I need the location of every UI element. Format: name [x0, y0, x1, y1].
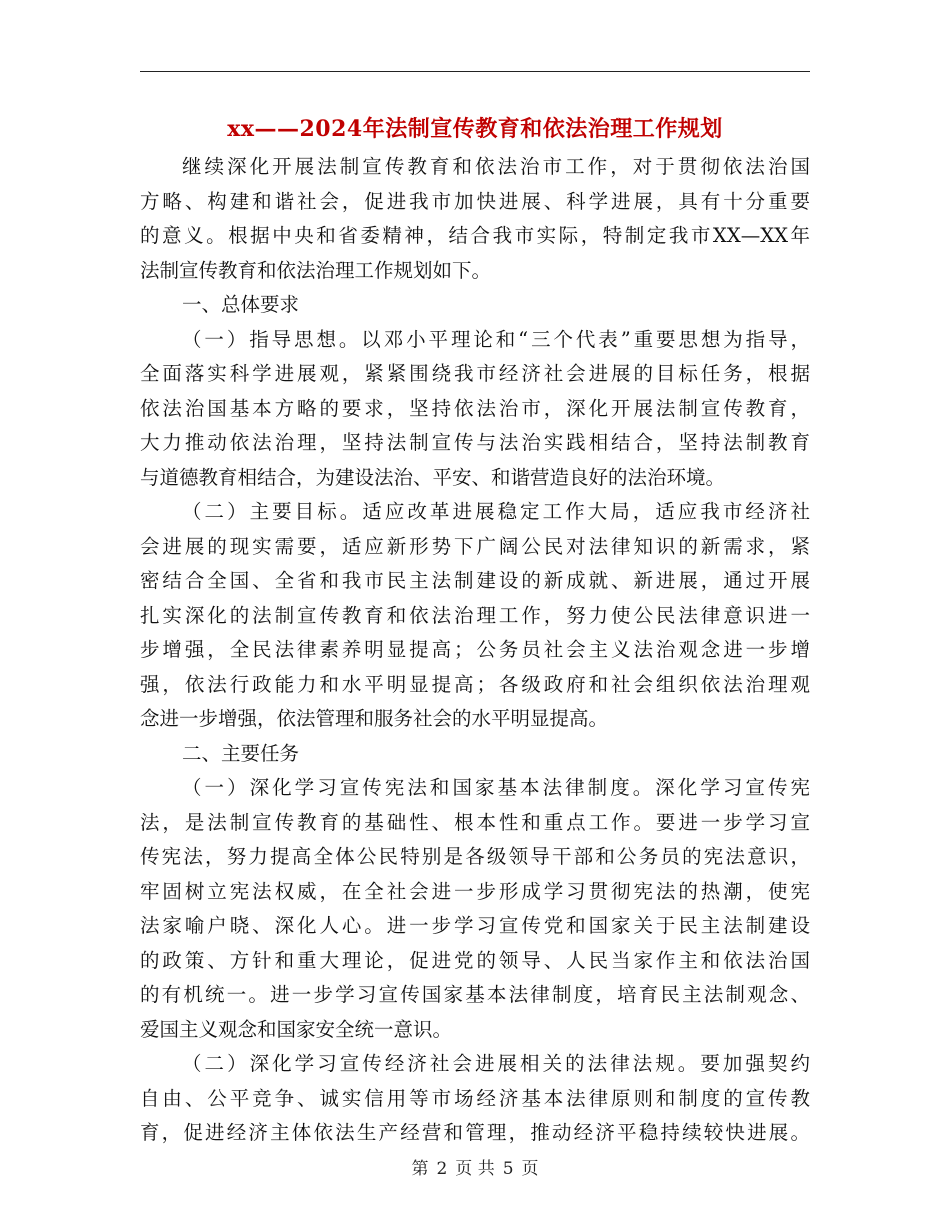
text-line: 继续深化开展法制宣传教育和依法治市工作，对于贯彻依法治国 — [182, 155, 810, 178]
text-line: 育，促进经济主体依法生产经营和管理，推动经济平稳持续较快进展。 — [140, 1121, 810, 1144]
text-line: （二）主要目标。适应改革进展稳定工作大局，适应我市经济社 — [182, 500, 810, 523]
text-line: （二）深化学习宣传经济社会进展相关的法律法规。要加强契约 — [182, 1052, 810, 1075]
footer-total-pages: 5 — [502, 1159, 514, 1179]
text-line: 爱国主义观念和国家安全统一意识。 — [140, 1017, 453, 1041]
text-line: 的有机统一。进一步学习宣传国家基本法律制度，培育民主法制观念、 — [140, 983, 810, 1006]
text-line: 自由、公平竞争、诚实信用等市场经济基本法律原则和制度的宣传教 — [140, 1086, 810, 1110]
text-line: 步增强，全民法律素养明显提高；公务员社会主义法治观念进一步增 — [140, 638, 810, 661]
text-line: 的政策、方针和重大理论，促进党的领导、人民当家作主和依法治国 — [140, 948, 810, 972]
document-body — [140, 150, 810, 1151]
text-line: 牢固树立宪法权威，在全社会进一步形成学习贯彻宪法的热潮，使宪 — [140, 879, 810, 903]
text-line: 法制宣传教育和依法治理工作规划如下。 — [140, 258, 492, 282]
footer-page-number: 2 — [436, 1159, 448, 1179]
text-line: 的意义。根据中央和省委精神，结合我市实际，特制定我市XX—XX年 — [140, 224, 810, 247]
text-line: 密结合全国、全省和我市民主法制建设的新成就、新进展，通过开展 — [140, 569, 810, 592]
section-heading: 二、主要任务 — [182, 741, 300, 765]
text-line: 扎实深化的法制宣传教育和依法治理工作，努力使公民法律意识进一 — [140, 603, 810, 627]
footer-middle: 页 共 — [455, 1159, 495, 1179]
text-line: 全面落实科学进展观，紧紧围绕我市经济社会进展的目标任务，根据 — [140, 362, 810, 385]
text-line: 传宪法，努力提高全体公民特别是各级领导干部和公务员的宪法意识， — [140, 845, 810, 868]
document-title: xx——2024年法制宣传教育和依法治理工作规划 — [227, 116, 723, 142]
header-rule — [140, 71, 810, 72]
text-line: 念进一步增强，依法管理和服务社会的水平明显提高。 — [140, 707, 609, 730]
text-line: 依法治国基本方略的要求，坚持依法治市，深化开展法制宣传教育， — [140, 396, 810, 420]
text-line: （一）深化学习宣传宪法和国家基本法律制度。深化学习宣传宪 — [182, 776, 810, 799]
footer-prefix: 第 — [411, 1159, 429, 1179]
text-line: （一）指导思想。以邓小平理论和“三个代表”重要思想为指导， — [182, 327, 810, 351]
footer-suffix: 页 — [521, 1159, 539, 1179]
text-line: 法家喻户晓、深化人心。进一步学习宣传党和国家关于民主法制建设 — [140, 914, 810, 937]
text-line: 强，依法行政能力和水平明显提高；各级政府和社会组织依法治理观 — [140, 672, 810, 696]
text-line: 大力推动依法治理，坚持法制宣传与法治实践相结合，坚持法制教育 — [140, 431, 810, 454]
text-line: 方略、构建和谐社会，促进我市加快进展、科学进展，具有十分重要 — [140, 189, 810, 213]
page-footer — [0, 1154, 950, 1179]
text-line: 会进展的现实需要，适应新形势下广阔公民对法律知识的新需求，紧 — [140, 534, 810, 558]
text-line: 法，是法制宣传教育的基础性、根本性和重点工作。要进一步学习宣 — [140, 810, 810, 834]
section-heading: 一、总体要求 — [182, 293, 300, 316]
text-line: 与道德教育相结合，为建设法治、平安、和谐营造良好的法治环境。 — [140, 465, 726, 489]
